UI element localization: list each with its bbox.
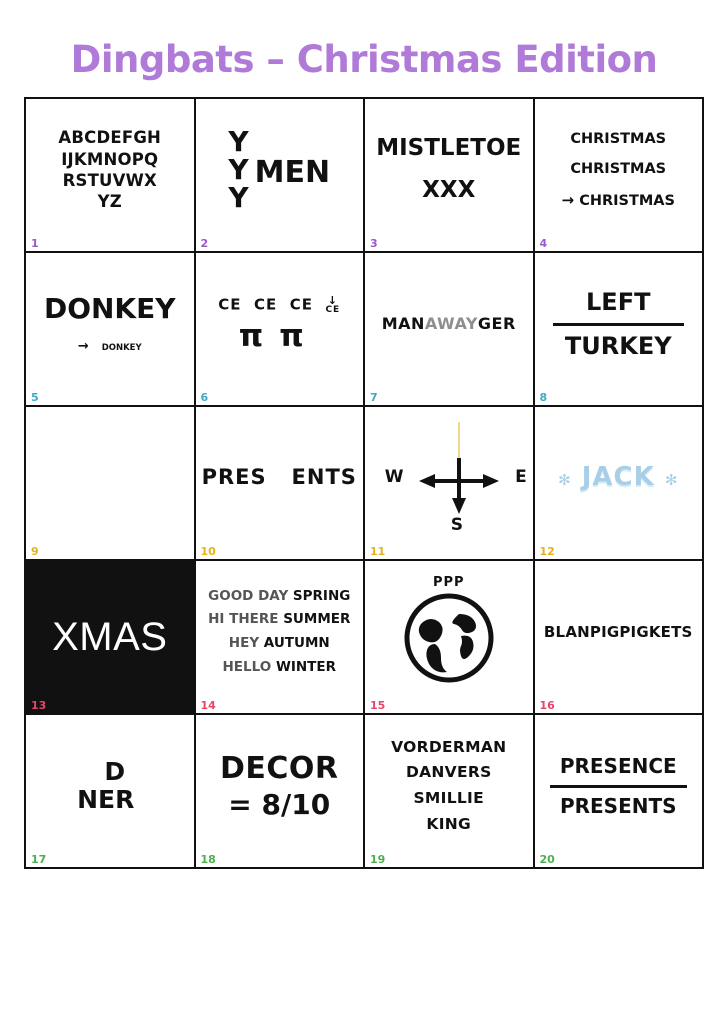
puzzle-2-y-2: Y (228, 153, 249, 186)
puzzle-number-1: 1 (31, 237, 39, 250)
puzzle-19-line-1: VORDERMAN (391, 737, 507, 756)
puzzle-20-bottom: PRESENTS (559, 793, 677, 818)
puzzle-8-bottom: TURKEY (564, 331, 672, 360)
compass-icon (384, 418, 527, 538)
puzzle-number-2: 2 (200, 237, 209, 250)
puzzle-19-line-4: KING (426, 814, 472, 833)
puzzle-number-14: 14 (200, 699, 216, 712)
puzzle-number-20: 20 (539, 853, 555, 866)
puzzle-cell-17[interactable] (26, 715, 196, 869)
puzzle-2-y-1: Y (228, 125, 249, 158)
puzzle-18-top: DECOR (219, 750, 339, 786)
puzzle-number-4: 4 (539, 237, 548, 250)
snowflake-icon: ✻ (664, 471, 679, 490)
puzzle-6-ce-1: CE (218, 295, 242, 314)
puzzle-7-part-2: AWAY (424, 314, 478, 334)
puzzle-6-ce-4: CE (325, 304, 341, 315)
puzzle-1-line-4: YZ (97, 192, 122, 212)
puzzle-5-big: DONKEY (43, 292, 176, 326)
puzzle-14-season-1: SPRING (292, 587, 351, 604)
puzzle-number-7: 7 (370, 391, 378, 404)
puzzle-9-word: NIGHT (54, 461, 166, 493)
puzzle-cell-16[interactable] (535, 561, 705, 715)
puzzle-cell-19[interactable] (365, 715, 535, 869)
puzzle-cell-5[interactable] (26, 253, 196, 407)
divider-line (553, 323, 684, 326)
puzzle-20-top: PRESENCE (559, 754, 677, 779)
puzzle-1-line-1: ABCDEFGH (58, 128, 162, 148)
puzzle-number-11: 11 (370, 545, 386, 558)
puzzle-2-word: MEN (254, 155, 331, 191)
puzzle-number-17: 17 (31, 853, 47, 866)
puzzle-6-ce-2: CE (254, 295, 278, 314)
puzzle-cell-3[interactable] (365, 99, 535, 253)
puzzle-14-season-4: WINTER (275, 658, 336, 675)
puzzle-10-right: ENTS (291, 465, 357, 490)
puzzle-10-left: PRES (201, 465, 267, 490)
puzzle-number-19: 19 (370, 853, 386, 866)
puzzle-15-label: PPP (432, 574, 465, 590)
puzzle-19-line-3: SMILLIE (413, 789, 485, 807)
puzzle-11-east: E (515, 467, 527, 487)
puzzle-3-bottom: XXX (422, 177, 476, 203)
puzzle-number-9: 9 (31, 545, 39, 558)
puzzle-11-west: W (384, 467, 404, 487)
puzzle-7-part-1: MAN (381, 314, 425, 334)
puzzle-cell-20[interactable] (535, 715, 705, 869)
puzzle-17-top: D (104, 757, 126, 786)
puzzle-11-south: S (450, 515, 463, 535)
puzzle-cell-1[interactable] (26, 99, 196, 253)
puzzle-1-line-2: IJKMNOPQ (61, 149, 159, 169)
puzzle-number-12: 12 (539, 545, 555, 558)
puzzle-14-greet-2: HI THERE (208, 611, 279, 628)
puzzle-number-6: 6 (200, 391, 209, 404)
puzzle-cell-6[interactable] (196, 253, 366, 407)
down-arrow-icon: ↓ (327, 293, 338, 307)
puzzle-14-greet-1: GOOD DAY (208, 587, 289, 604)
puzzle-13-word: XMAS (52, 614, 168, 659)
right-arrow-icon: → (561, 190, 575, 209)
puzzle-cell-12[interactable] (535, 407, 705, 561)
puzzle-14-greet-4: HELLO (222, 658, 272, 675)
puzzle-16-word: BLANPIGPIGKETS (543, 622, 693, 641)
puzzle-2-y-3: Y (228, 181, 249, 214)
puzzle-cell-7[interactable] (365, 253, 535, 407)
puzzle-5-small: DONKEY (101, 343, 142, 354)
right-arrow-icon: → (77, 339, 89, 355)
puzzle-14-greet-3: HEY (228, 635, 260, 651)
puzzle-number-18: 18 (200, 853, 216, 866)
puzzle-4-line-3: CHRISTMAS (579, 192, 675, 209)
puzzle-cell-4[interactable] (535, 99, 705, 253)
divider-line (550, 785, 687, 788)
puzzle-3-top: MISTLETOE (376, 135, 522, 162)
puzzle-number-13: 13 (31, 699, 47, 712)
puzzle-number-16: 16 (539, 699, 555, 712)
puzzle-6-ce-3: CE (289, 295, 313, 314)
snowflake-icon: ✻ (558, 471, 572, 490)
puzzle-6-pi-1: π (238, 317, 280, 354)
puzzle-number-10: 10 (200, 545, 216, 558)
puzzle-cell-15[interactable] (365, 561, 535, 715)
puzzle-cell-9[interactable] (26, 407, 196, 561)
puzzle-8-top: LEFT (586, 287, 651, 316)
globe-icon (369, 592, 529, 688)
puzzle-cell-14[interactable] (196, 561, 366, 715)
puzzle-cell-11[interactable] (365, 407, 535, 561)
puzzle-cell-18[interactable] (196, 715, 366, 869)
puzzle-number-8: 8 (539, 391, 548, 404)
puzzle-14-season-3: AUTUMN (263, 635, 330, 651)
puzzle-cell-8[interactable] (535, 253, 705, 407)
puzzle-cell-13[interactable] (26, 561, 196, 715)
puzzle-number-15: 15 (370, 699, 386, 712)
page-title: Dingbats – Christmas Edition (70, 38, 658, 81)
puzzle-grid (24, 97, 704, 869)
puzzle-7-part-3: GER (477, 314, 516, 334)
puzzle-cell-10[interactable] (196, 407, 366, 561)
puzzle-number-3: 3 (370, 237, 378, 250)
puzzle-4-line-1: CHRISTMAS (570, 130, 667, 147)
puzzle-18-bottom: = 8/10 (228, 788, 331, 822)
puzzle-19-line-2: DANVERS (405, 763, 492, 782)
puzzle-cell-2[interactable] (196, 99, 366, 253)
puzzle-6-pi-2: π (279, 317, 320, 354)
puzzle-14-season-2: SUMMER (283, 611, 351, 628)
puzzle-1-line-3: RSTUVWX (62, 171, 157, 190)
puzzle-12-word: JACK (581, 462, 655, 493)
puzzle-4-line-2: CHRISTMAS (570, 161, 667, 178)
puzzle-number-5: 5 (31, 391, 39, 404)
puzzle-17-bottom: NER (77, 785, 135, 814)
